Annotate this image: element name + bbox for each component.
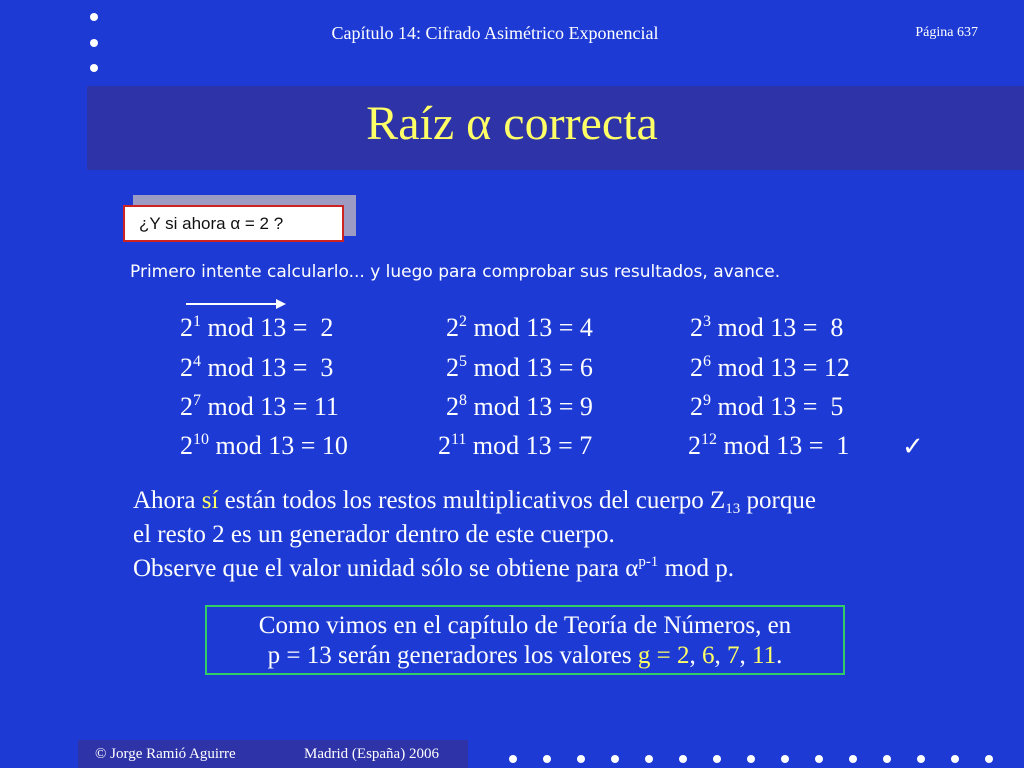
- slide-title: Raíz α correcta: [366, 97, 658, 150]
- highlight-si: sí: [201, 487, 219, 514]
- table-cell: $2^{12}$ mod 13 = 1: [688, 431, 850, 460]
- checkmark-icon: ✓: [902, 432, 924, 461]
- table-cell: $2^5$ mod 13 = 6: [446, 353, 593, 382]
- bullet-dot: [917, 755, 925, 763]
- bullet-dot: [951, 755, 959, 763]
- bullet-dot: [883, 755, 891, 763]
- footer-author: © Jorge Ramió Aguirre: [95, 746, 236, 762]
- bullet-dot: [815, 755, 823, 763]
- bullet-dot: [543, 755, 551, 763]
- table-cell: $2^{11}$ mod 13 = 7: [438, 431, 593, 460]
- instruction-text: Primero intente calcularlo... y luego para comprobar sus resultados, avance.: [130, 262, 781, 282]
- table-cell: $2^7$ mod 13 = 11: [180, 392, 339, 421]
- table-cell: $2^3$ mod 13 = 8: [690, 313, 844, 342]
- table-cell: $2^1$ mod 13 = 2: [180, 313, 334, 342]
- note-box: [205, 605, 845, 675]
- question-box: ¿Y si ahora α = 2 ?: [123, 205, 344, 242]
- bullet-dot: [713, 755, 721, 763]
- bullet-dot: [90, 64, 98, 72]
- bullet-dot: [849, 755, 857, 763]
- chapter-header: Capítulo 14: Cifrado Asimétrico Exponencial: [331, 23, 659, 43]
- bullet-dot: [509, 755, 517, 763]
- page-number: Página 637: [915, 25, 978, 40]
- paragraph-line: Observe que el valor unidad sólo se obtiene para $\alpha^{p-1}$ mod p.: [133, 554, 735, 582]
- bullet-dot: [645, 755, 653, 763]
- paragraph-line: el resto 2 es un generador dentro de este cuerpo.: [133, 521, 615, 548]
- footer-place: Madrid (España) 2006: [304, 746, 439, 762]
- table-cell: $2^6$ mod 13 = 12: [690, 353, 850, 382]
- footer-bar: [78, 740, 468, 768]
- bullet-dot: [611, 755, 619, 763]
- table-cell: $2^4$ mod 13 = 3: [180, 353, 334, 382]
- table-cell: $2^{10}$ mod 13 = 10: [180, 431, 348, 460]
- bullet-dot: [985, 755, 993, 763]
- table-cell: $2^9$ mod 13 = 5: [690, 392, 844, 421]
- table-cell: $2^8$ mod 13 = 9: [446, 392, 593, 421]
- copyright-icon: ©: [95, 746, 107, 762]
- paragraph-line: Ahora sí están todos los restos multiplicativos del cuerpo $Z_{13}$ porque: [133, 487, 816, 517]
- note-line: Como vimos en el capítulo de Teoría de Números, en: [258, 612, 792, 639]
- bullet-dot: [679, 755, 687, 763]
- bullet-dot: [781, 755, 789, 763]
- bullet-dot: [747, 755, 755, 763]
- table-cell: $2^2$ mod 13 = 4: [446, 313, 593, 342]
- bullet-dot: [90, 13, 98, 21]
- note-line: p = 13 serán generadores los valores g = 2, 6, 7, 11.: [267, 642, 783, 669]
- right-arrow-icon: [186, 297, 286, 311]
- bullet-dot: [577, 755, 585, 763]
